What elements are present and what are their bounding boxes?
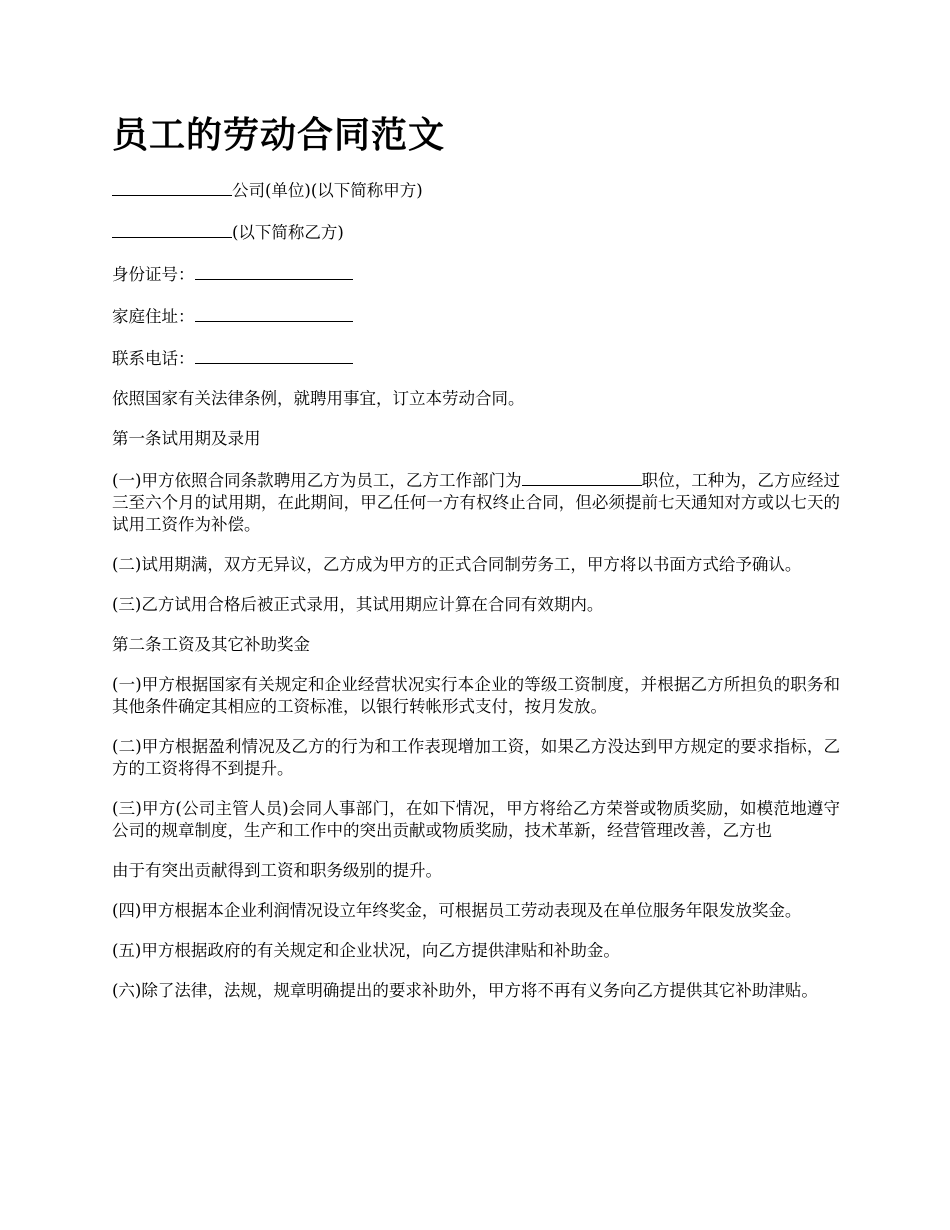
article-2-clause-2: (二)甲方根据盈利情况及乙方的行为和工作表现增加工资，如果乙方没达到甲方规定的要求指标，乙方的工资将得不到提升。 [112,737,840,778]
party-a-line [112,178,840,202]
id-number-blank [195,262,353,280]
department-blank [522,468,642,486]
home-address-blank [195,304,353,322]
phone-label: 联系电话： [112,349,195,368]
article-1-clause-1 [112,468,840,536]
employee-name-blank [112,220,232,238]
article-2-heading: 第二条工资及其它补助奖金 [112,635,310,654]
article-1-heading: 第一条试用期及录用 [112,429,261,448]
phone-blank [195,346,353,364]
article-2-clause-3-continued: 由于有突出贡献得到工资和职务级别的提升。 [112,861,442,880]
article-2-clause-4: (四)甲方根据本企业利润情况设立年终奖金，可根据员工劳动表现及在单位服务年限发放奖金。 [112,901,802,920]
phone-line [112,346,840,370]
home-address-label: 家庭住址： [112,307,195,326]
article-1-clause-3: (三)乙方试用合格后被正式录用，其试用期应计算在合同有效期内。 [112,595,604,614]
party-b-line [112,220,840,244]
article-2-clause-6: (六)除了法律，法规，规章明确提出的要求补助外，甲方将不再有义务向乙方提供其它补助津贴。 [112,981,818,1000]
party-b-text: (以下简称乙方) [232,223,344,242]
article-2-clause-1: (一)甲方根据国家有关规定和企业经营状况实行本企业的等级工资制度，并根据乙方所担负的职务和其他条件确定其相应的工资标准，以银行转帐形式支付，按月发放。 [112,675,840,716]
id-number-line [112,262,840,286]
intro-paragraph: 依照国家有关法律条例，就聘用事宜，订立本劳动合同。 [112,389,525,408]
document-page [112,112,840,1020]
id-number-label: 身份证号： [112,265,195,284]
company-name-blank [112,178,232,196]
document-title: 员工的劳动合同范文 [112,115,446,156]
article-2-clause-3: (三)甲方(公司主管人员)会同人事部门，在如下情况，甲方将给乙方荣誉或物质奖励，如模范地遵守公司的规章制度，生产和工作中的突出贡献或物质奖励，技术革新，经营管理改善，乙方也 [112,799,840,840]
home-address-line [112,304,840,328]
clause-text-before-blank: (一)甲方依照合同条款聘用乙方为员工，乙方工作部门为 [112,471,522,490]
party-a-text: 公司(单位)(以下简称甲方) [232,181,423,200]
article-2-clause-5: (五)甲方根据政府的有关规定和企业状况，向乙方提供津贴和补助金。 [112,941,620,960]
clause-text-after-blank: 职位，工种为，乙方应经过三至六个月的试用期，在此期间，甲乙任何一方有权终止合同，但必须提前七天通知对方或以七天的试用工资作为补偿。 [112,471,841,534]
article-1-clause-2: (二)试用期满，双方无异议，乙方成为甲方的正式合同制劳务工，甲方将以书面方式给予确认。 [112,555,802,574]
